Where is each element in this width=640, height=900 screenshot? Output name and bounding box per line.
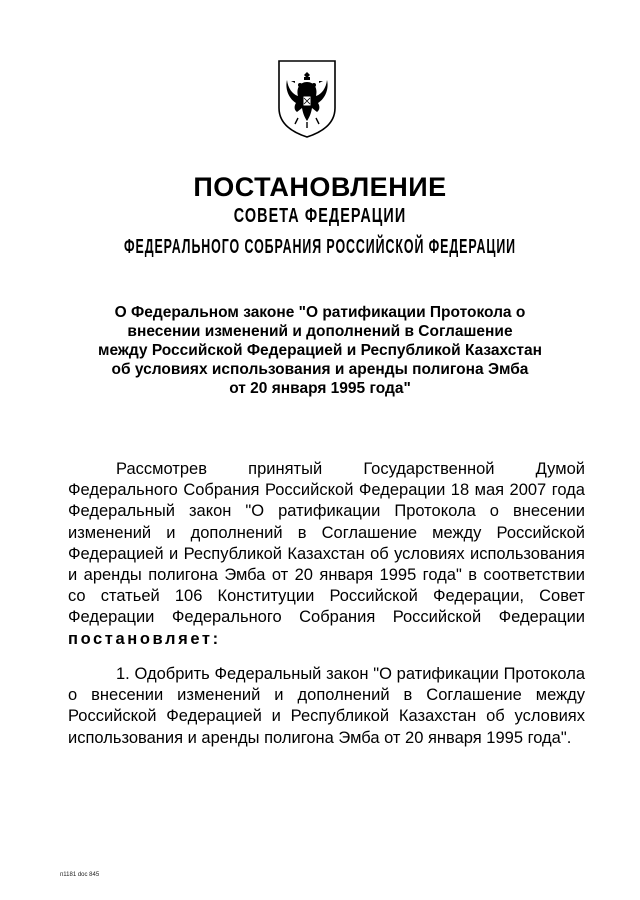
preamble-text: Рассмотрев принятый Государственной Думой Федерального Собрания Российской Федерации 18 мая 2007 года Федеральный закон "О ратификации Протокола о внесении изменений и дополнений в Соглашение между Российской Федерацией и Республикой Казахстан об условиях использования и аренды полигона Эмба от 20 января 1995 года" в соответствии со статьей 106 Конституции Российской Федерации, Совет Федерации Федерального Собрания Российской Федерации [68,460,585,627]
coat-of-arms-icon [276,58,338,140]
document-footer-code: п1181 doc 845 [60,872,100,878]
resolves-keyword: постановляет: [68,629,221,648]
document-subtitle-assembly: ФЕДЕРАЛЬНОГО СОБРАНИЯ РОССИЙСКОЙ ФЕДЕРАЦИИ [123,236,517,258]
resolution-item-1: 1. Одобрить Федеральный закон "О ратификации Протокола о внесении изменений и дополнений в Соглашение между Российской Федерацией и Республикой Казахстан об условиях использования и аренды полигона Эмба от 20 января 1995 года". [68,665,585,747]
document-subtitle-council: СОВЕТА ФЕДЕРАЦИИ [233,205,407,227]
preamble-paragraph [68,459,585,650]
document-title: ПОСТАНОВЛЕНИЕ [193,172,447,202]
resolution-heading: О Федеральном законе "О ратификации Протокола о внесении изменений и дополнений в Соглашение между Российской Федерацией и Республикой Казахстан об условиях использования и аренды полигона Эмба от 20 января 1995 года" [98,304,542,397]
